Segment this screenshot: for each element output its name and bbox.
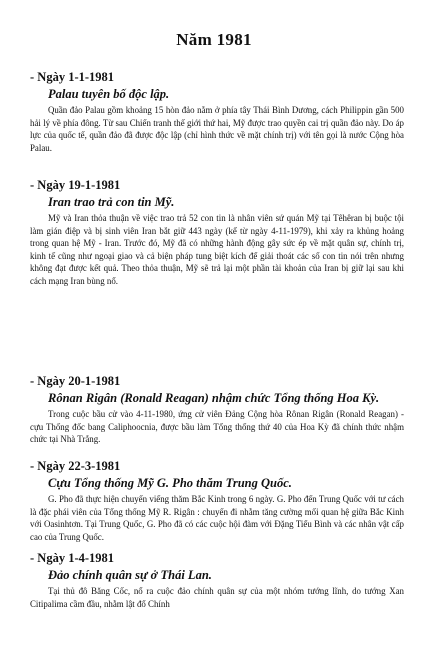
- entry-date: - Ngày 1-4-1981: [30, 551, 115, 565]
- entry-1981-04-01: [30, 551, 404, 633]
- entry-text: Tại thủ đô Băng Cốc, nổ ra cuộc đảo chính quân sự của một nhóm tướng lĩnh, do tướng Xan Citipalima cầm đầu, nhằm lật đổ Chính: [30, 586, 404, 609]
- entry-text: Trong cuộc bầu cử vào 4-11-1980, ứng cử viên Đảng Cộng hòa Rônan Rigân (Ronald Reagan) - cựu Thống đốc bang Caliphoocnia, được bầu làm Tổng thống thứ 40 của Hoa Kỳ đã chính thức nhậm chức tại Nhà Trắng.: [30, 409, 404, 445]
- entry-text: Mỹ và Iran thỏa thuận về việc trao trả 52 con tin là nhân viên sứ quán Mỹ tại Têhêran bị buộc tội làm gián điệp và bị sinh viên Iran bắt giữ 443 ngày (kể từ ngày 4-11-1979), khi xảy ra khủng hoảng trong quan hệ Mỹ - Iran. Trước đó, Mỹ đã có những hành động gây sức ép về mặt quân sự, chính trị, kinh tế cũng như ngoại giao và cả biện pháp tung biệt kích để giải thoát các số con tin nói trên nhưng không đạt được kết quả. Theo thỏa thuận, Mỹ sẽ trả lại một phần tài khoản của Iran bị giữ lại sau khi cách mạng Iran bùng nổ.: [30, 213, 404, 286]
- page-title: Năm 1981: [176, 30, 252, 49]
- entry-date: - Ngày 1-1-1981: [30, 70, 115, 84]
- entry-1981-03-22: [30, 459, 404, 543]
- entry-headline: Palau tuyên bố độc lập.: [48, 87, 170, 101]
- entry-date: - Ngày 22-3-1981: [30, 459, 121, 473]
- entry-text: Quần đảo Palau gồm khoảng 15 hòn đảo nằm ở phía tây Thái Bình Dương, cách Philippin gần 500 hải lý về phía đông. Từ sau Chiến tranh thế giới thứ hai, Mỹ được trao quyền cai trị quần đảo này. Do áp lực của quốc tế, quần đảo đã được độc lập (chỉ hình thức về mặt chính trị) với tên gọi là nước Cộng hòa Palau.: [30, 105, 404, 153]
- entry-date: - Ngày 20-1-1981: [30, 374, 121, 388]
- entry-headline: Rônan Rigân (Ronald Reagan) nhậm chức Tổng thống Hoa Kỳ.: [48, 391, 380, 405]
- entry-headline: Iran trao trả con tin Mỹ.: [48, 195, 175, 209]
- entry-text: G. Pho đã thực hiện chuyến viếng thăm Bắc Kinh trong 6 ngày. G. Pho đến Trung Quốc với tư cách là đặc phái viên của Tổng thống Mỹ R. Rigân : chuyến đi nhằm tăng cường mối quan hệ giữa Bắc Kinh với Oasinhtơn. Tại Trung Quốc, G. Pho đã có các cuộc hội đàm với Đặng Tiểu Bình và các nhân vật cấp cao của Trung Quốc.: [30, 494, 404, 542]
- entry-headline: Đảo chính quân sự ở Thái Lan.: [48, 568, 212, 582]
- entry-1981-01-20: [30, 374, 404, 446]
- entry-1981-01-19: [30, 178, 404, 288]
- entry-date: - Ngày 19-1-1981: [30, 178, 121, 192]
- entry-headline: Cựu Tổng thống Mỹ G. Pho thăm Trung Quốc.: [48, 476, 292, 490]
- entry-1981-01-01: [30, 70, 404, 154]
